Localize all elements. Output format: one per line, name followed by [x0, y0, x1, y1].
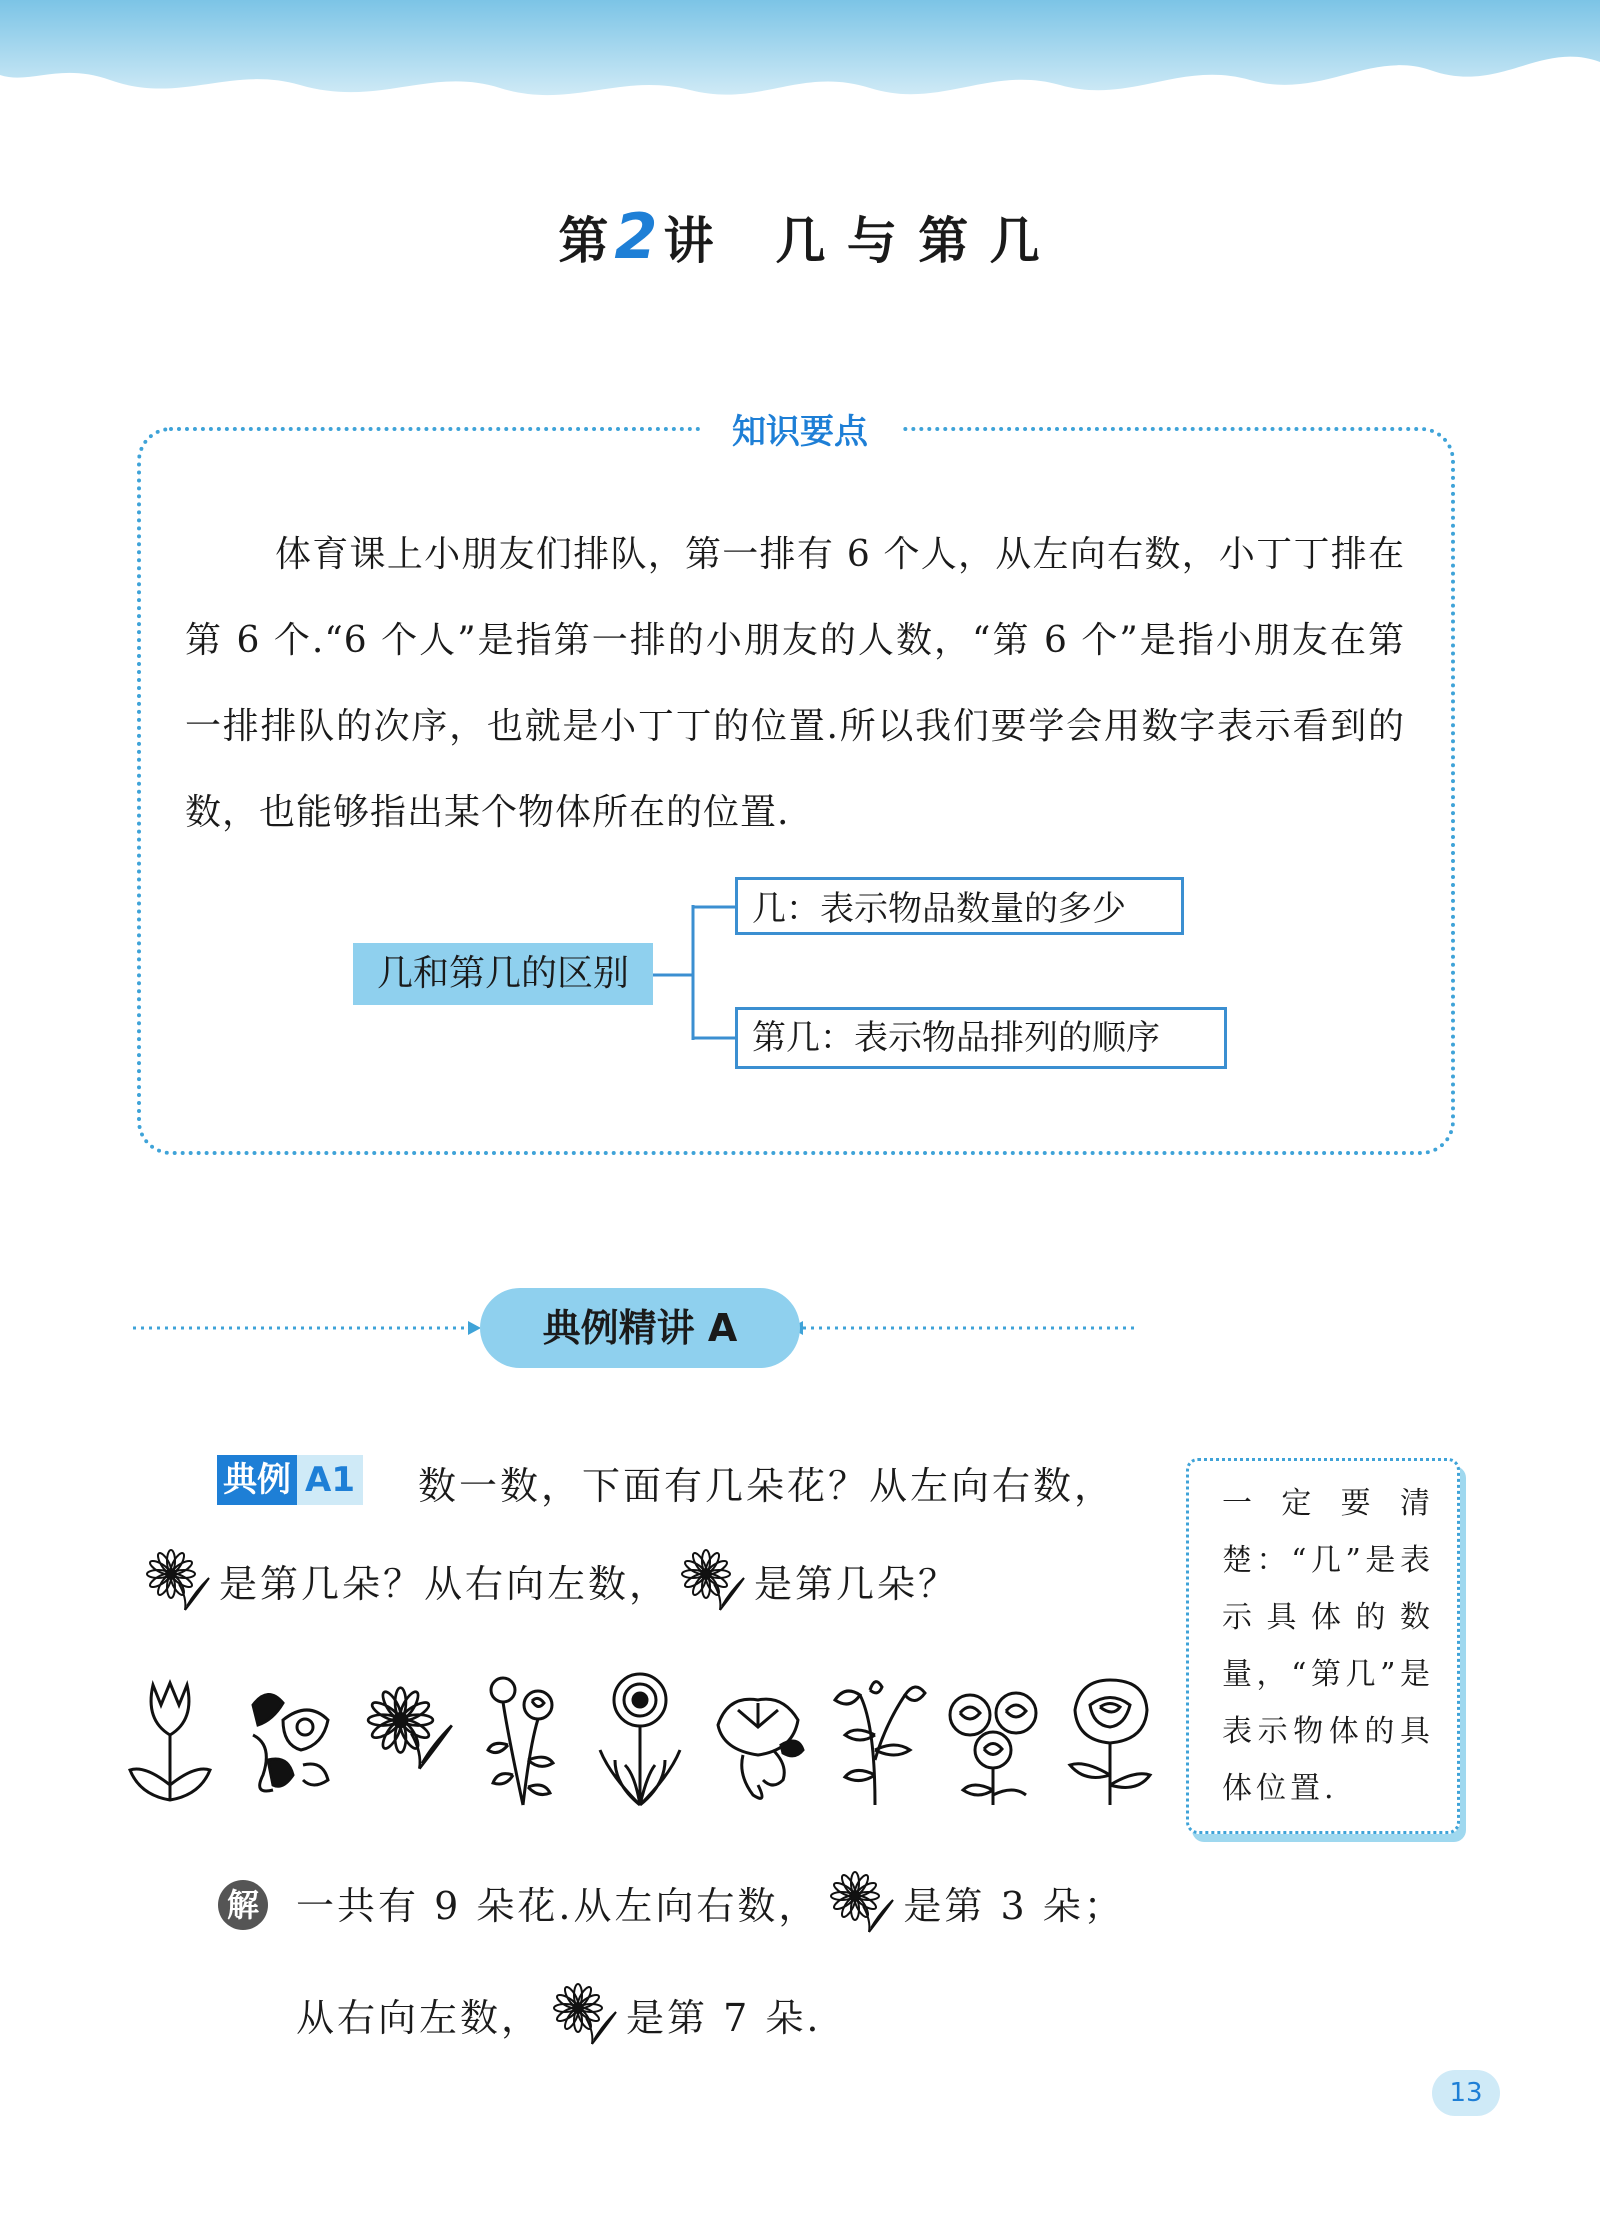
- title-topic: 几 与 第 几: [775, 211, 1042, 270]
- knowledge-label: 知识要点: [700, 404, 900, 453]
- vine-flower-icon: [820, 1665, 930, 1815]
- example-question-text-b: 是第几朵？: [754, 1561, 960, 1606]
- title-suffix: 讲: [663, 211, 716, 270]
- solution-line2-text-a: 从右向左数，: [296, 1995, 543, 2040]
- lesson-title: [0, 200, 1600, 273]
- example-question-text-a: 是第几朵？从右向左数，: [219, 1561, 671, 1606]
- morning-glory-icon: [233, 1665, 343, 1815]
- tip-text: 一定要清楚：“几”是表示具体的数量，“第几”是表示物体的具体位置.: [1222, 1486, 1434, 1806]
- knowledge-paragraph: 体育课上小朋友们排队，第一排有 6 个人，从左向右数，小丁丁排在第 6 个.“6 个人”是指第一排的小朋友的人数，“第 6 个”是指小朋友在第一排排队的次序，也就是小丁丁的位置.所以我们要学会用数字表示看到的数，也能够指出某个物体所在的位置.: [185, 534, 1405, 833]
- solution-line1-text-a: 一共有 9 朵花.从左向右数，: [296, 1883, 820, 1928]
- rose-bush-icon: [468, 1665, 578, 1815]
- daisy-icon: [548, 1982, 620, 2046]
- solution-line1-text-b: 是第 3 朵；: [903, 1883, 1125, 1928]
- page-number: 13: [1432, 2070, 1500, 2116]
- diagram-branch-quantity: 几：表示物品数量的多少: [735, 877, 1184, 935]
- title-number: 2: [614, 200, 660, 273]
- tulip-icon: [115, 1665, 225, 1815]
- diagram-branch-order: 第几：表示物品排列的顺序: [735, 1007, 1227, 1069]
- example-question-line1: 数一数，下面有几朵花？从左向右数，: [418, 1464, 1116, 1508]
- example-question-line2: [135, 1548, 959, 1612]
- daisy-icon: [141, 1548, 213, 1612]
- roses-icon: [938, 1665, 1048, 1815]
- diagram-main-node: 几和第几的区别: [353, 943, 653, 1005]
- daisy-icon: [676, 1548, 748, 1612]
- diagram-bracket: [653, 905, 735, 1040]
- example-tag: [217, 1455, 363, 1505]
- chrysanthemum-icon: [585, 1665, 695, 1815]
- example-tag-label: 典例: [217, 1455, 297, 1505]
- solution-line2-text-b: 是第 7 朵.: [626, 1995, 822, 2040]
- peony-icon: [1055, 1665, 1165, 1815]
- lily-icon: [703, 1665, 813, 1815]
- example-tag-number: A1: [297, 1455, 363, 1505]
- flower-row: [115, 1665, 1165, 1815]
- sky-header-decoration: [0, 0, 1600, 150]
- section-title: 典例精讲 A: [480, 1288, 800, 1368]
- solution-badge: 解: [218, 1880, 268, 1930]
- daisy-icon: [825, 1870, 897, 1934]
- solution-line1: [296, 1870, 1125, 1934]
- solution-line2: [296, 1982, 821, 2046]
- title-prefix: 第: [558, 211, 611, 270]
- daisy-icon: [350, 1665, 460, 1815]
